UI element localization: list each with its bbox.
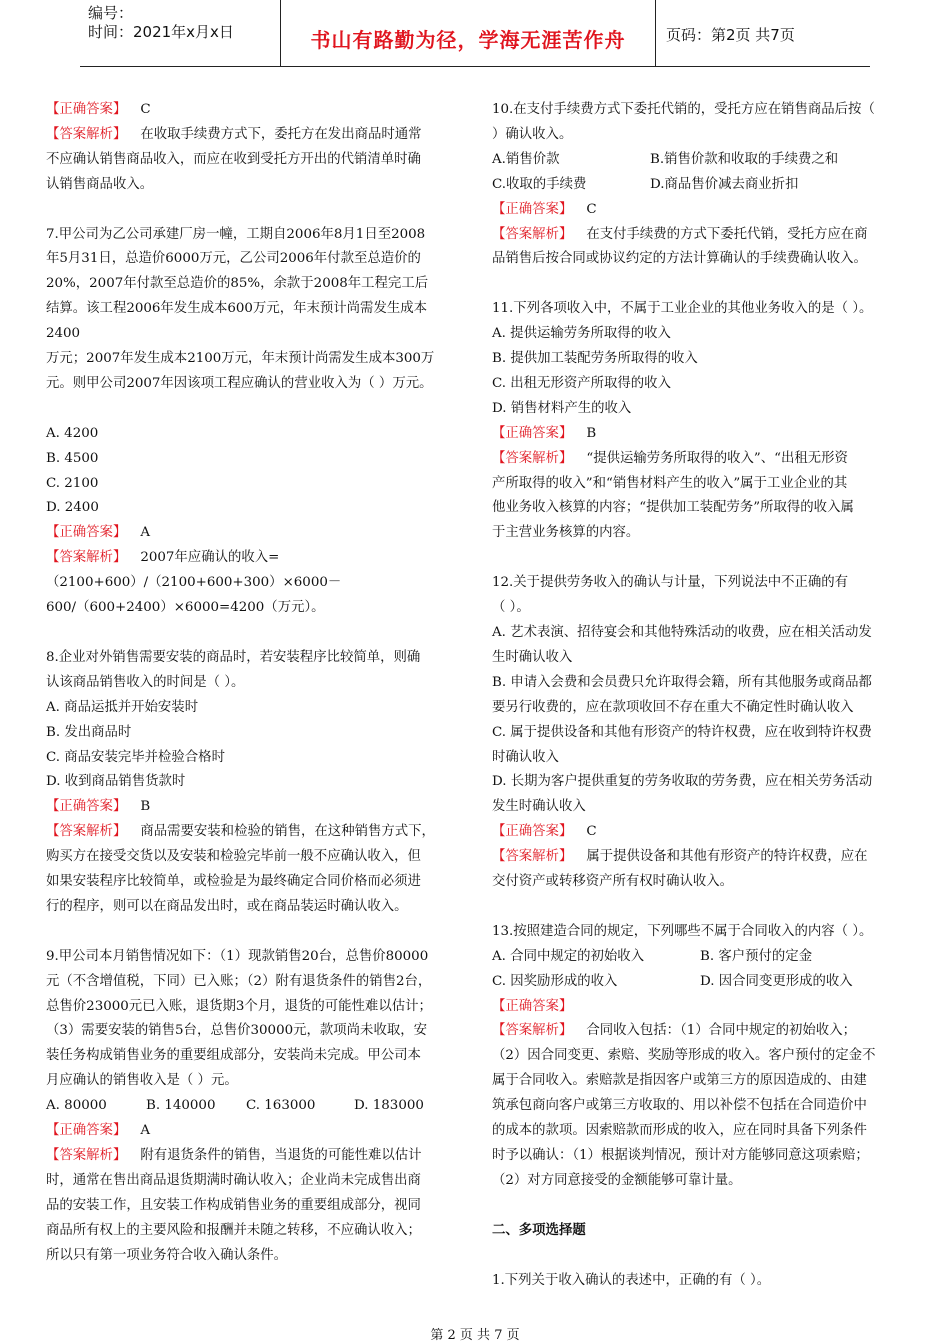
question-9-stem: 9.甲公司本月销售情况如下：（1）现款销售20台，总售价80000 元（不含增值税，下同）已入账；（2）附有退货条件的销售2台， 总售价23000元已入账，退货期3个月，退货的可能性难以估计； （3）需要安装的销售5台，总售价30000元，款项尚未收取，安 装任务构成销售业务的重要组成部分，安装尚未完成。甲公司本 月应确认的销售收入是（ ）元。 xyxy=(46,948,432,1089)
analysis-label: 【答案解析】 xyxy=(492,226,573,242)
analysis-q12: 【答案解析】 属于提供设备和其他有形资产的特许权费，应在 交付资产或转移资产所有权时确认收入。 xyxy=(492,849,868,890)
option-c: C.收取的手续费 xyxy=(492,176,587,192)
answer-label: 【正确答案】 xyxy=(492,201,573,217)
answer-label: 【正确答案】 xyxy=(492,824,573,840)
question-11-stem: 11.下列各项收入中，不属于工业企业的其他业务收入的是（ ）。 xyxy=(492,301,873,317)
answer-label: 【正确答案】 xyxy=(46,799,127,815)
option-a: A. 80000 xyxy=(46,1098,107,1114)
option-b: B. 客户预付的定金 xyxy=(700,948,813,964)
option-d: D. 收到商品销售货款时 xyxy=(46,774,186,790)
option-c: C. 因奖励形成的收入 xyxy=(492,973,618,989)
question-13-stem: 13.按照建造合同的规定，下列哪些不属于合同收入的内容（ ）。 xyxy=(492,923,873,939)
question-9-options xyxy=(46,1094,464,1119)
option-d: D. 2400 xyxy=(46,500,99,516)
motto: 书山有路勤为径，学海无涯苦作舟 xyxy=(310,28,626,52)
answer-label: 【正确答案】 xyxy=(46,102,127,117)
answer-label: 【正确答案】 xyxy=(492,998,573,1014)
analysis-q11: 【答案解析】 “提供运输劳务所取得的收入”、“出租无形资 产所取得的收入”和“销售材料产生的收入”属于工业企业的其 他业务收入核算的内容；“提供加工装配劳务”所取得的收入属 于主营业务核算的内容。 xyxy=(492,450,854,541)
analysis-label: 【答案解析】 xyxy=(492,450,573,466)
analysis-label: 【答案解析】 xyxy=(46,1148,127,1163)
analysis-q8: 【答案解析】 商品需要安装和检验的销售，在这种销售方式下， 购买方在接受交货以及安装和检验完毕前一般不应确认收入，但 如果安装程序比较简单，或检验是为最终确定合同价格而必须进 行的程序，则可以在商品发出时，或在商品装运时确认收入。 xyxy=(46,824,435,914)
option-b: B.销售价款和收取的手续费之和 xyxy=(650,151,839,167)
answer-line-q9 xyxy=(46,1119,464,1144)
option-b: B. 提供加工装配劳务所取得的收入 xyxy=(492,351,698,367)
analysis-q9: 【答案解析】 附有退货条件的销售，当退货的可能性难以估计 时，通常在售出商品退货期满时确认收入；企业尚未完成售出商 品的安装工作，且安装工作构成销售业务的重要组成部分，视同 商品所有权上的主要风险和报酬并未随之转移，不应确认收入； 所以只有第一项业务符合收入确认条件。 xyxy=(46,1148,422,1263)
answer-value: C xyxy=(586,201,597,217)
question-12-stem: 12.关于提供劳务收入的确认与计量，下列说法中不正确的有 （ ）。 xyxy=(492,575,849,616)
option-b: B. 4500 xyxy=(46,450,99,466)
option-d: D. 因合同变更形成的收入 xyxy=(700,973,853,989)
number-label: 编号： xyxy=(88,4,134,22)
analysis-q6: 【答案解析】 在收取手续费方式下，委托方在发出商品时通常 不应确认销售商品收入，而应在收到受托方开出的代销清单时确 认销售商品收入。 xyxy=(46,126,422,192)
option-a: A. 提供运输劳务所取得的收入 xyxy=(492,326,671,342)
answer-line-q13 xyxy=(492,995,906,1020)
option-d: D. 183000 xyxy=(354,1098,424,1114)
answer-line-q11 xyxy=(492,422,906,447)
answer-label: 【正确答案】 xyxy=(46,525,127,541)
multi-question-1-stem: 1.下列关于收入确认的表述中，正确的有（ ）。 xyxy=(492,1272,771,1288)
option-a: A. 商品运抵并开始安装时 xyxy=(46,699,199,715)
option-b: B. 140000 xyxy=(146,1098,216,1114)
answer-value: A xyxy=(140,1123,151,1139)
question-8-options xyxy=(46,696,464,796)
page-footer: 第 2 页 共 7 页 xyxy=(430,1328,520,1343)
analysis-q7: 【答案解析】 2007年应确认的收入= （2100+600）/（2100+600+300）×6000－ 600/（600+2400）×6000=4200（万元）。 xyxy=(46,550,342,616)
option-c: C. 商品安装完毕并检验合格时 xyxy=(46,749,225,765)
analysis-q13: 【答案解析】 合同收入包括：（1）合同中规定的初始收入； （2）因合同变更、索赔、奖励等形成的收入。客户预付的定金不 属于合同收入。索赔款是指因客户或第三方的原因造成的、由建 筑承包商向客户或第三方收取的、用以补偿不包括在合同造价中 的成本的款项。因索赔款而形成的收入，应在同时具备下列条件 时予以确认：（1）根据谈判情况，预计对方能够同意这项索赔； （2）对方同意接受的金额能够可靠计量。 xyxy=(492,1023,876,1188)
answer-value: B xyxy=(586,425,597,441)
question-8-stem: 8.企业对外销售需要安装的商品时，若安装程序比较简单，则确 认该商品销售收入的时间是（ ）。 xyxy=(46,649,421,690)
answer-line-q6 xyxy=(46,98,464,123)
question-13-options xyxy=(492,945,906,995)
analysis-label: 【答案解析】 xyxy=(46,824,127,840)
section-title: 二、多项选择题 xyxy=(492,1222,586,1238)
page-info: 页码：第2页 共7页 xyxy=(666,26,795,44)
answer-line-q7 xyxy=(46,521,464,546)
answer-line-q12 xyxy=(492,820,906,845)
option-d: D. 销售材料产生的收入 xyxy=(492,400,632,416)
option-a: A. 4200 xyxy=(46,425,99,441)
question-7-stem: 7.甲公司为乙公司承建厂房一幢，工期自2006年8月1日至2008 年5月31日，总造价6000万元，乙公司2006年付款至总造价的 20%，2007年付款至总造价的85%，余款于2008年工程完工后 结算。该工程2006年发生成本600万元，年末预计尚需发生成本 2400 万元；2007年发生成本2100万元，年末预计尚需发生成本300万 元。则甲公司2007年因该项工程应确认的营业收入为（ ）万元。 xyxy=(46,226,435,391)
header-mid-cell xyxy=(281,0,656,66)
option-a: A. 合同中规定的初始收入 xyxy=(492,948,645,964)
header-left-cell xyxy=(80,0,281,66)
option-d: D.商品售价减去商业折扣 xyxy=(650,176,799,192)
option-b: B. 发出商品时 xyxy=(46,724,132,740)
date-label: 时间：2021年x月x日 xyxy=(88,23,234,41)
analysis-label: 【答案解析】 xyxy=(46,126,127,142)
option-a: A.销售价款 xyxy=(492,151,560,167)
answer-value: C xyxy=(586,824,597,840)
answer-line-q10 xyxy=(492,198,906,223)
answer-value: C xyxy=(140,102,151,117)
option-c: C. 163000 xyxy=(246,1098,316,1114)
right-column xyxy=(492,98,906,1293)
analysis-q10: 【答案解析】 在支付手续费的方式下委托代销，受托方应在商 品销售后按合同或协议约定的方法计算确认的手续费确认收入。 xyxy=(492,226,868,267)
question-10-stem: 10.在支付手续费方式下委托代销的，受托方应在销售商品后按（ ）确认收入。 xyxy=(492,102,875,142)
option-c: C. 出租无形资产所取得的收入 xyxy=(492,375,671,391)
answer-value: B xyxy=(140,799,151,815)
question-10-options xyxy=(492,148,906,198)
question-12-options: A. 艺术表演、招待宴会和其他特殊活动的收费，应在相关活动发 生时确认收入 B. 申请入会费和会员费只允许取得会籍，所有其他服务或商品都 要另行收费的，应在款项收回不存在重大不确定性时确认收入 C. 属于提供设备和其他有形资产的特许权费，应在收到特许权费 时确认收入 D. 长期为客户提供重复的劳务收取的劳务费，应在相关劳务活动 发生时确认收入 xyxy=(492,625,873,815)
analysis-label: 【答案解析】 xyxy=(492,849,573,865)
answer-value: A xyxy=(140,525,151,541)
page-header xyxy=(80,0,870,67)
analysis-label: 【答案解析】 xyxy=(492,1023,573,1039)
header-right-cell xyxy=(656,0,870,66)
question-11-options xyxy=(492,322,906,422)
left-column xyxy=(46,98,464,1269)
question-7-options xyxy=(46,422,464,522)
answer-line-q8 xyxy=(46,795,464,820)
answer-label: 【正确答案】 xyxy=(492,425,573,441)
option-c: C. 2100 xyxy=(46,475,99,491)
analysis-label: 【答案解析】 xyxy=(46,550,127,566)
answer-label: 【正确答案】 xyxy=(46,1123,127,1139)
